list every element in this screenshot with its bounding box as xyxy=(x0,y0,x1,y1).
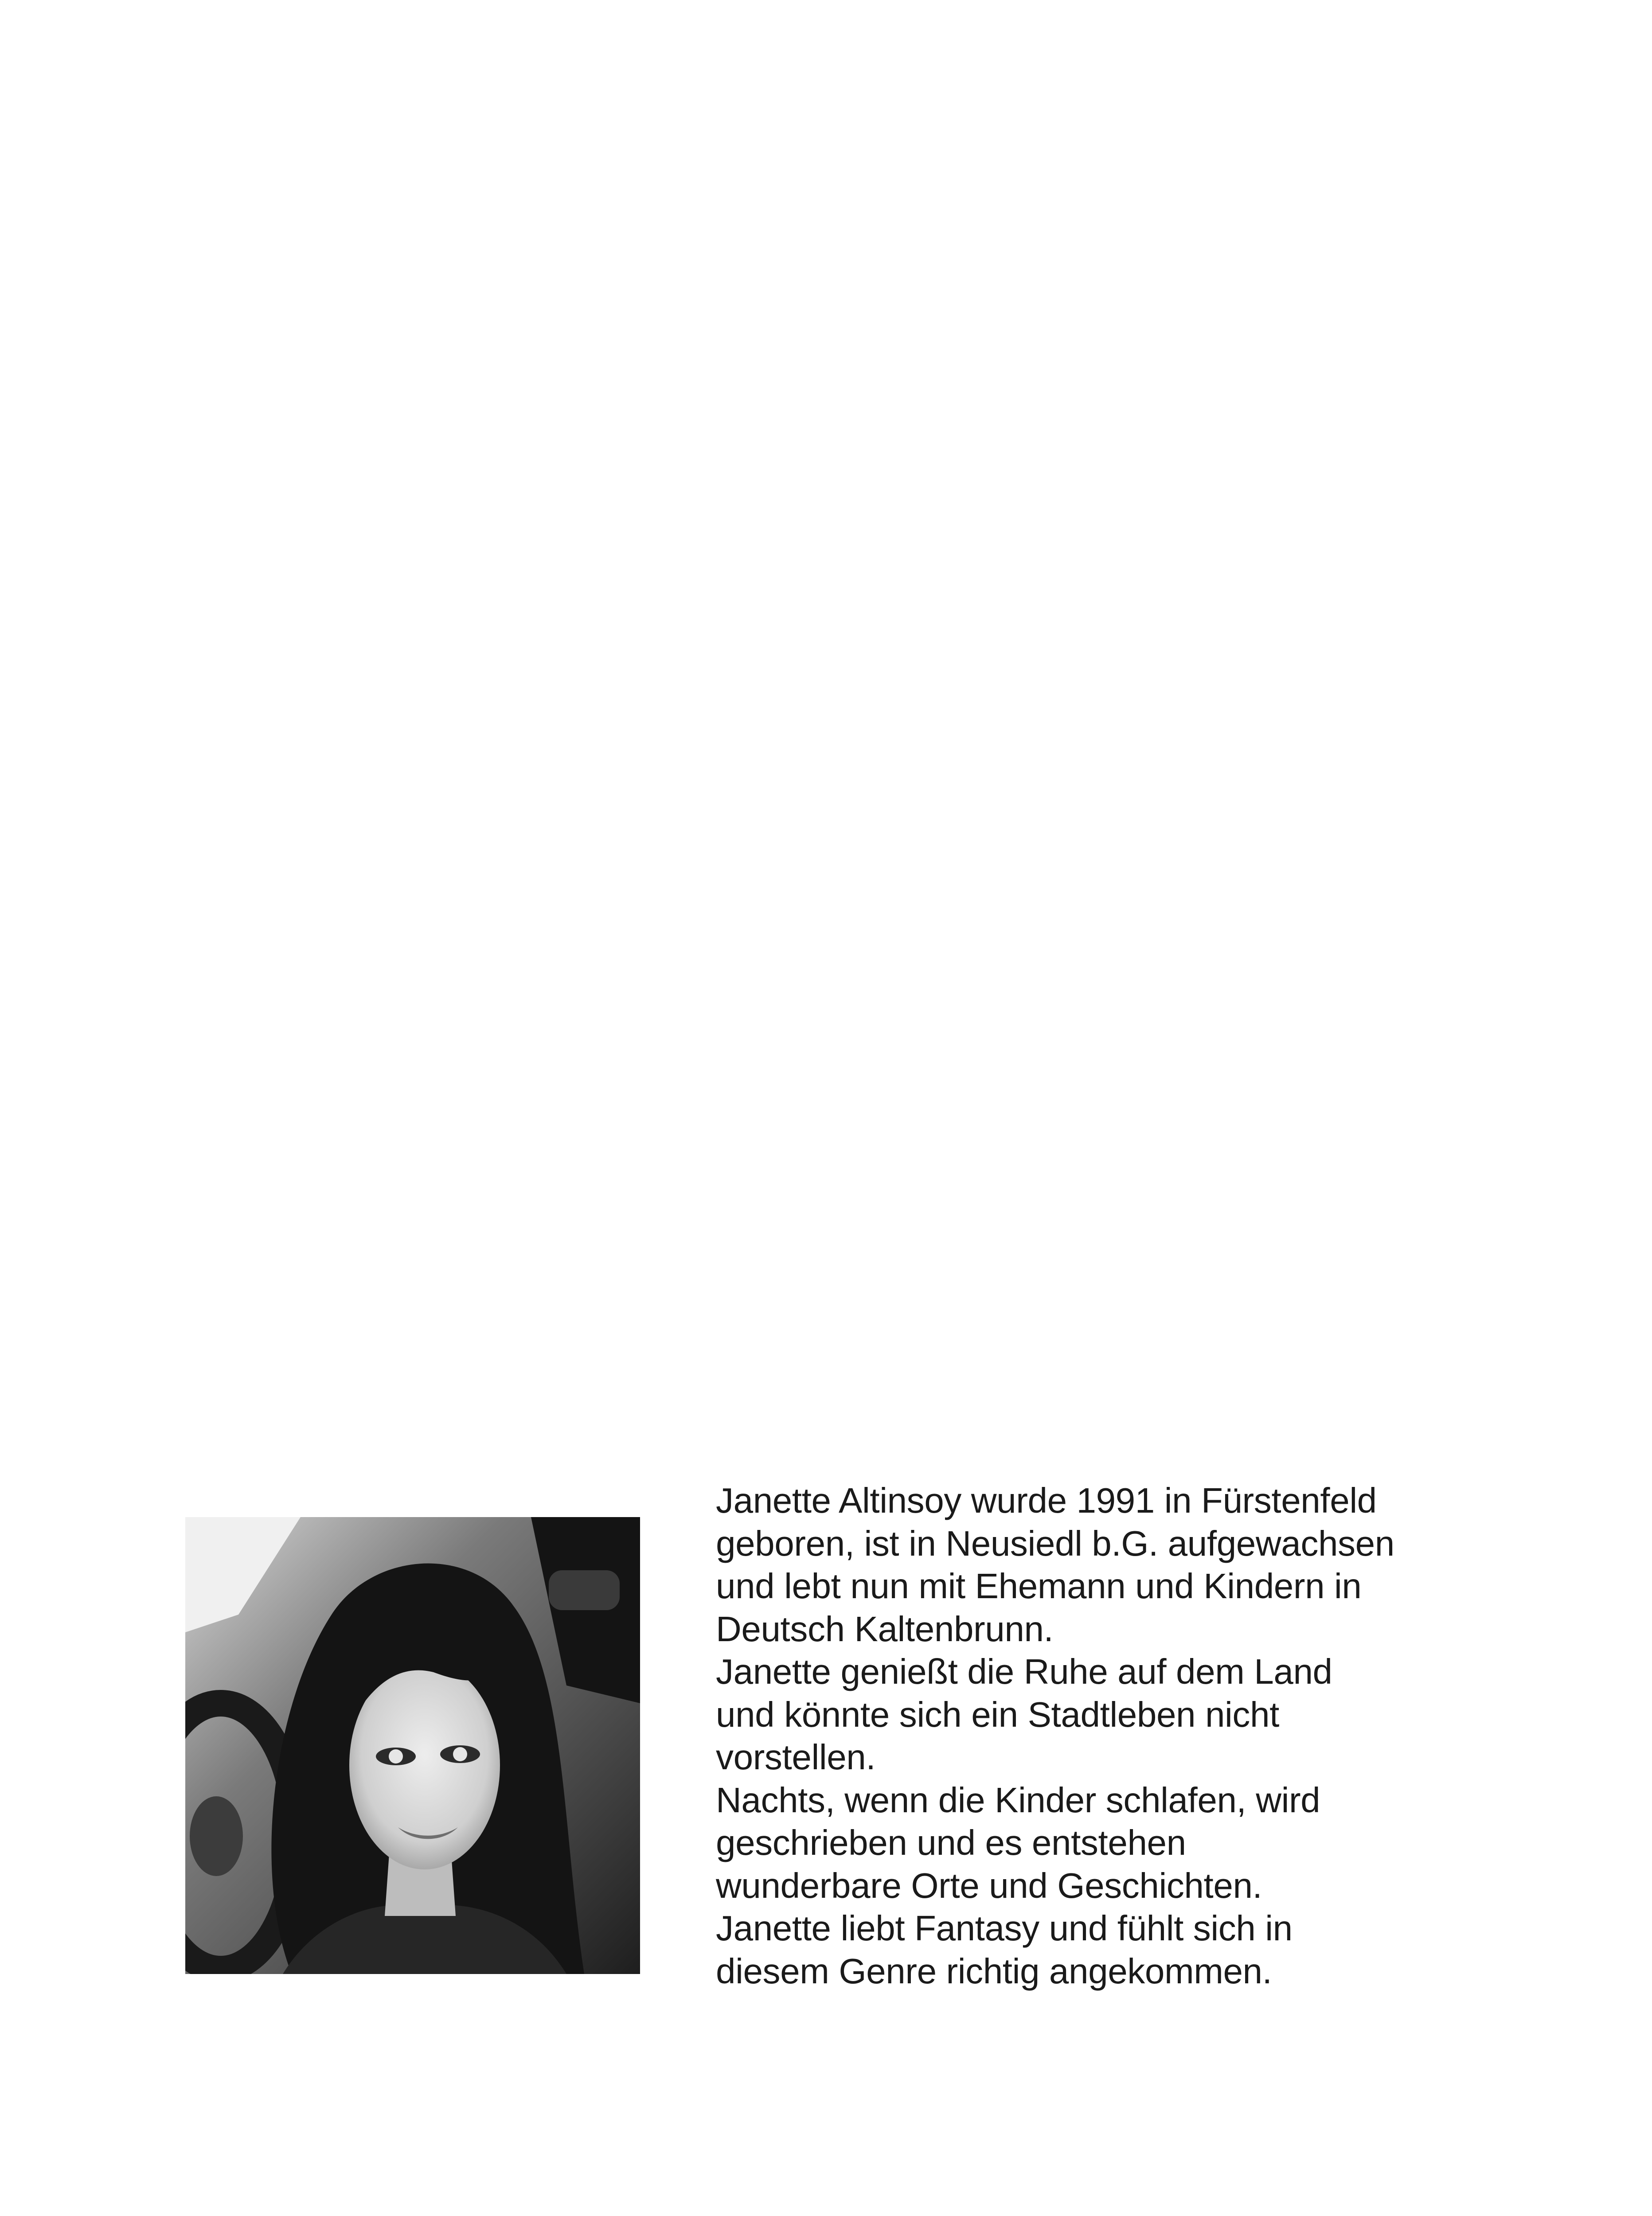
bio-line: Janette Altinsoy wurde 1991 in Fürstenfeld xyxy=(716,1481,1377,1520)
bio-line: geboren, ist in Neusiedl b.G. aufgewachsen xyxy=(716,1523,1394,1563)
bio-line: diesem Genre richtig angekommen. xyxy=(716,1951,1272,1991)
bio-line: Nachts, wenn die Kinder schlafen, wird xyxy=(716,1780,1320,1820)
bio-line: Deutsch Kaltenbrunn. xyxy=(716,1609,1054,1649)
author-photo xyxy=(185,1517,640,1974)
author-bio xyxy=(716,1479,1469,1993)
bio-line: wunderbare Orte und Geschichten. xyxy=(716,1865,1262,1905)
bio-line: Janette liebt Fantasy und fühlt sich in xyxy=(716,1908,1293,1948)
bio-line: geschrieben und es entstehen xyxy=(716,1823,1186,1862)
bio-line: Janette genießt die Ruhe auf dem Land xyxy=(716,1652,1332,1691)
bio-line: und lebt nun mit Ehemann und Kindern in xyxy=(716,1566,1362,1606)
bio-line: und könnte sich ein Stadtleben nicht xyxy=(716,1694,1279,1734)
bio-line: vorstellen. xyxy=(716,1737,876,1777)
